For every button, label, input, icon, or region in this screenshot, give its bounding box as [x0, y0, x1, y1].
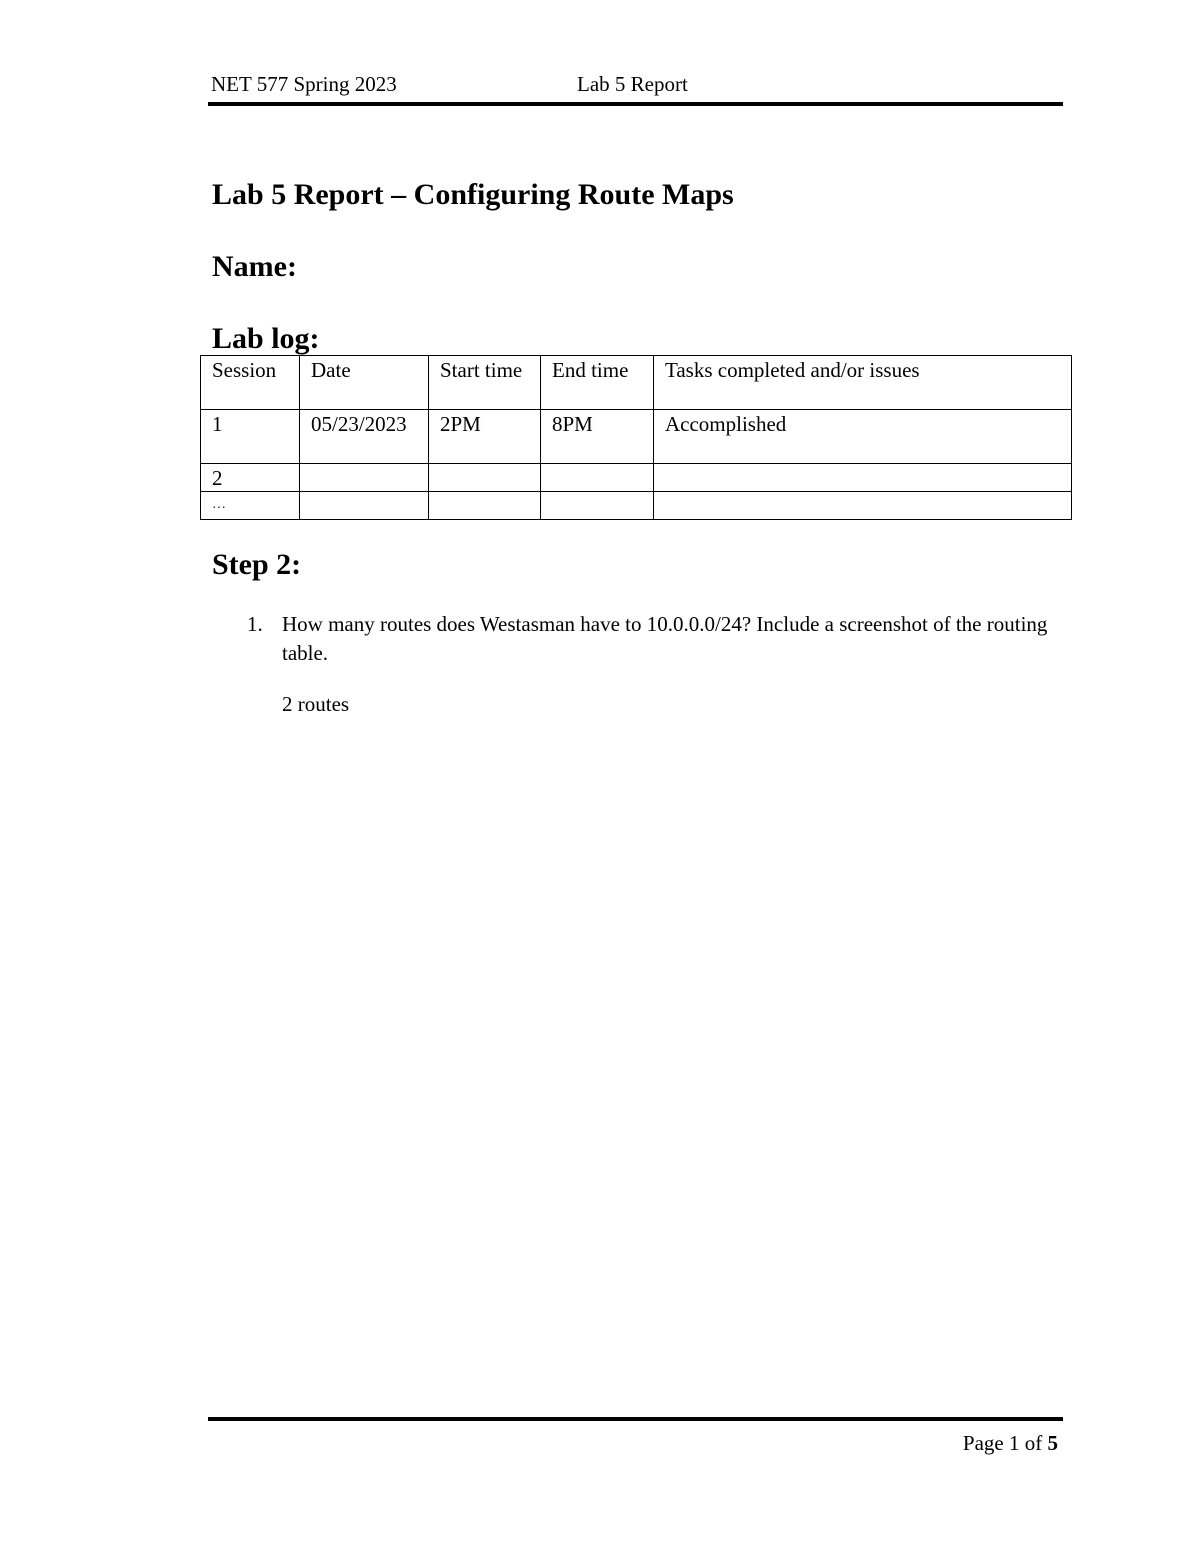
cell-date	[300, 492, 429, 520]
cell-tasks: Accomplished	[654, 410, 1072, 464]
table-row	[201, 410, 1072, 464]
cell-end-time	[541, 464, 654, 492]
name-label: Name:	[212, 250, 297, 283]
lab-log-label: Lab log:	[212, 322, 320, 355]
cell-start-time	[429, 492, 541, 520]
table-header-row	[201, 356, 1072, 410]
step-heading: Step 2:	[212, 548, 302, 581]
cell-session: 1	[201, 410, 300, 464]
lab-log-table	[200, 355, 1072, 520]
column-header-end-time: End time	[541, 356, 654, 410]
cell-end-time	[541, 492, 654, 520]
column-header-tasks: Tasks completed and/or issues	[654, 356, 1072, 410]
column-header-date: Date	[300, 356, 429, 410]
header-doc-title: Lab 5 Report	[577, 72, 688, 96]
table-row	[201, 492, 1072, 520]
cell-date	[300, 464, 429, 492]
header-course: NET 577 Spring 2023	[211, 72, 397, 96]
cell-session: …	[201, 492, 300, 520]
question-text: How many routes does Westasman have to 10.0.0.0/24? Include a screenshot of the routing table.	[282, 612, 1048, 665]
column-header-session: Session	[201, 356, 300, 410]
page-number	[963, 1430, 1058, 1456]
cell-tasks	[654, 464, 1072, 492]
cell-end-time: 8PM	[541, 410, 654, 464]
cell-session: 2	[201, 464, 300, 492]
footer-rule	[208, 1417, 1063, 1421]
cell-tasks	[654, 492, 1072, 520]
page-number-prefix: Page 1 of	[962, 1431, 1048, 1455]
cell-start-time: 2PM	[429, 410, 541, 464]
cell-start-time	[429, 464, 541, 492]
answer-text: 2 routes	[282, 692, 350, 716]
cell-date: 05/23/2023	[300, 410, 429, 464]
column-header-start-time: Start time	[429, 356, 541, 410]
page-number-total: 5	[1047, 1431, 1058, 1455]
document-title: Lab 5 Report – Configuring Route Maps	[212, 178, 734, 211]
question-number: 1.	[247, 612, 263, 636]
header-rule	[208, 102, 1063, 106]
table-row	[201, 464, 1072, 492]
